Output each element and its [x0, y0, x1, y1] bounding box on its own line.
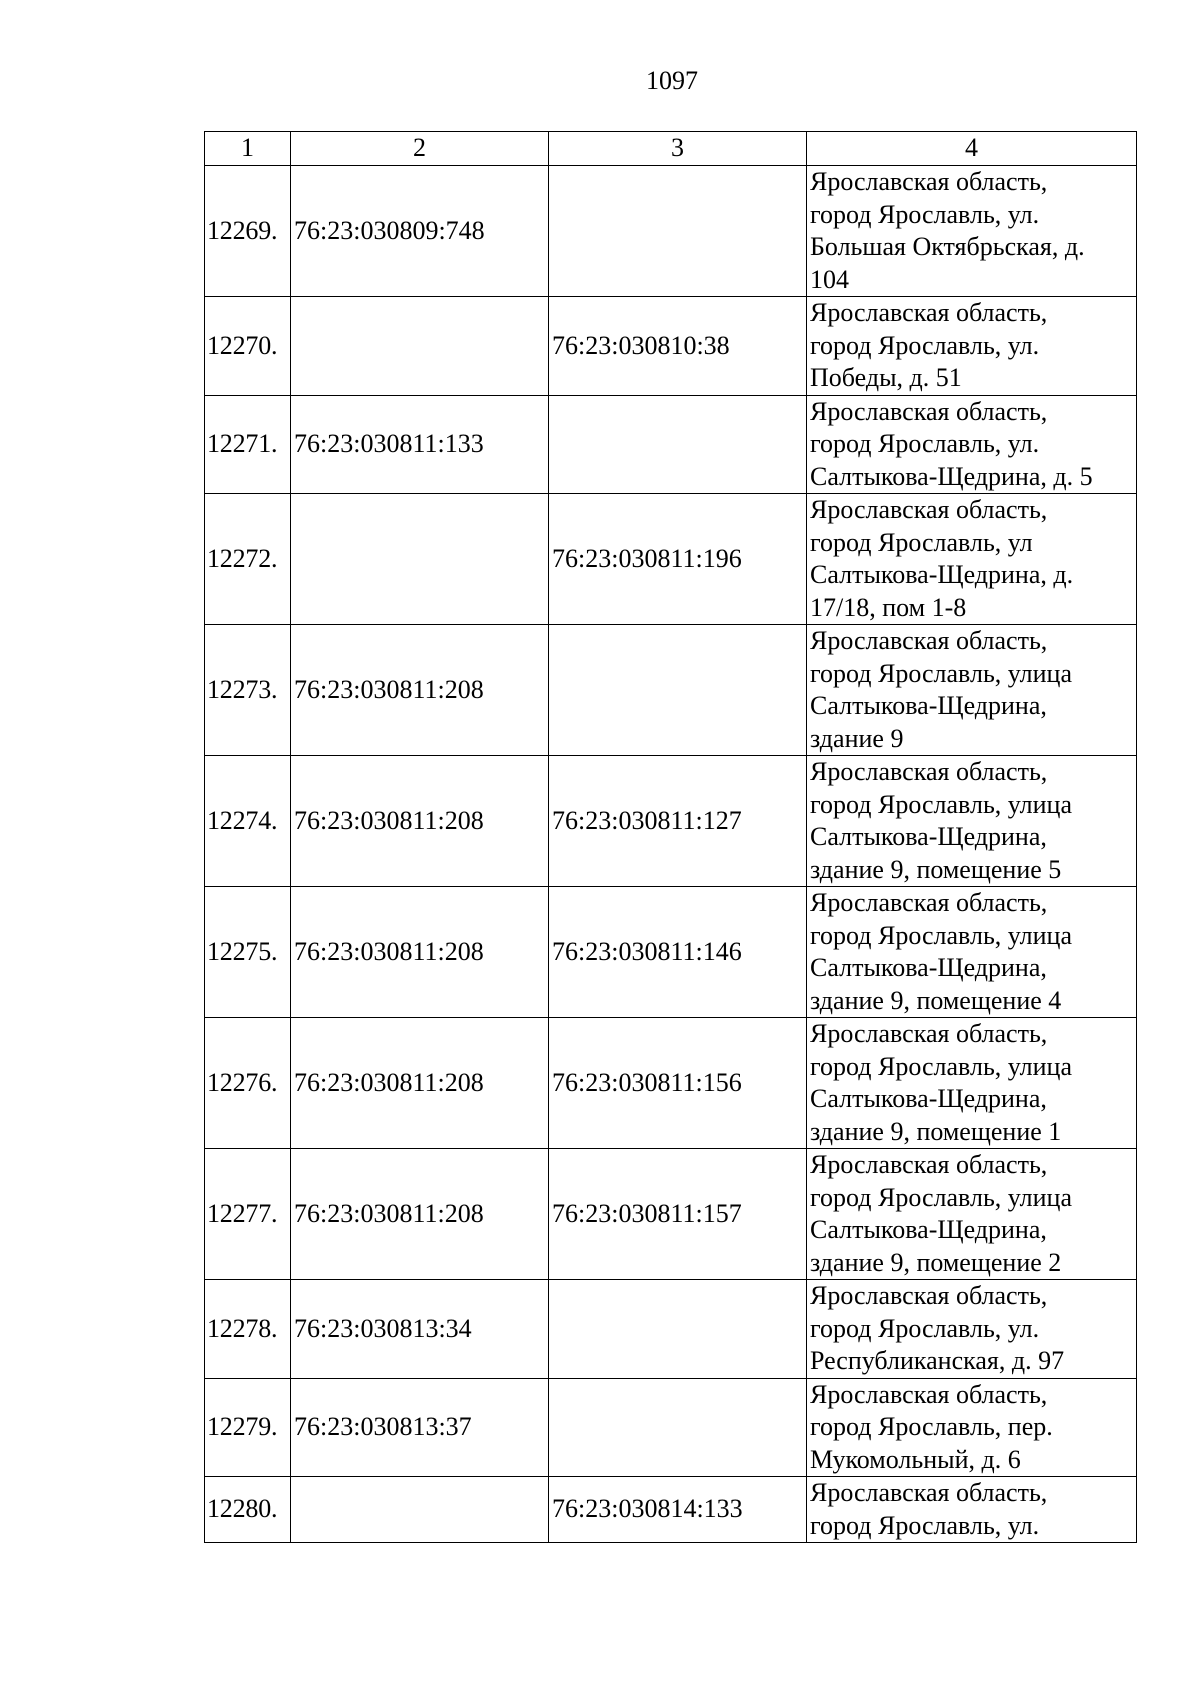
address-line: город Ярославль, улица	[810, 1051, 1073, 1081]
address-line: Салтыкова-Щедрина, д.	[810, 560, 1074, 589]
table-body	[205, 166, 1137, 1543]
address-cell	[807, 1477, 1137, 1543]
cadastral-number-cell	[291, 297, 549, 396]
cadastral-number-cell: 76:23:030811:208	[291, 887, 549, 1018]
address-line: город Ярославль, ул.	[810, 429, 1040, 458]
premises-cadastral-number-cell	[549, 166, 807, 297]
row-number-cell: 12274.	[205, 756, 291, 887]
address-line: здание 9, помещение 1	[810, 1116, 1062, 1146]
address-line: Ярославская область,	[810, 298, 1048, 327]
address-cell	[807, 297, 1137, 396]
cadastral-number-cell: 76:23:030811:133	[291, 395, 549, 494]
address-cell	[807, 1149, 1137, 1280]
address-line: Республиканская, д. 97	[810, 1346, 1065, 1375]
address-line: Ярославская область,	[810, 396, 1048, 426]
table-row	[205, 494, 1137, 625]
cadastral-number-cell: 76:23:030811:208	[291, 756, 549, 887]
premises-cadastral-number-cell	[549, 625, 807, 756]
address-line: город Ярославль, улица	[810, 1182, 1073, 1212]
address-line: здание 9, помещение 5	[810, 854, 1062, 884]
address-line: Мукомольный, д. 6	[810, 1444, 1021, 1474]
address-cell	[807, 1280, 1137, 1379]
premises-cadastral-number-cell: 76:23:030811:146	[549, 887, 807, 1018]
cadastral-number-cell: 76:23:030809:748	[291, 166, 549, 297]
cadastral-number-cell	[291, 1477, 549, 1543]
premises-cadastral-number-cell: 76:23:030811:157	[549, 1149, 807, 1280]
address-line: Ярославская область,	[810, 757, 1048, 786]
premises-cadastral-number-cell: 76:23:030811:156	[549, 1018, 807, 1149]
address-line: Ярославская область,	[810, 1281, 1048, 1310]
cadastral-number-cell: 76:23:030813:34	[291, 1280, 549, 1379]
address-line: 104	[810, 264, 849, 294]
table-row	[205, 625, 1137, 756]
premises-cadastral-number-cell	[549, 1280, 807, 1379]
address-line: город Ярославль, ул.	[810, 1313, 1040, 1343]
address-cell	[807, 494, 1137, 625]
address-line: Ярославская область,	[810, 1150, 1048, 1179]
table-row	[205, 1149, 1137, 1280]
address-cell	[807, 887, 1137, 1018]
table-row	[205, 756, 1137, 887]
cadastral-number-cell: 76:23:030811:208	[291, 625, 549, 756]
premises-cadastral-number-cell	[549, 1378, 807, 1477]
address-line: Ярославская область,	[810, 1019, 1048, 1048]
address-line: здание 9	[810, 723, 904, 753]
premises-cadastral-number-cell: 76:23:030811:127	[549, 756, 807, 887]
address-line: Ярославская область,	[810, 495, 1048, 524]
address-line: Ярославская область,	[810, 626, 1048, 655]
premises-cadastral-number-cell: 76:23:030810:38	[549, 297, 807, 396]
cadastral-number-cell: 76:23:030813:37	[291, 1378, 549, 1477]
address-line: город Ярославль, улица	[810, 658, 1073, 688]
table-row	[205, 1378, 1137, 1477]
column-header-2: 2	[291, 132, 549, 166]
row-number-cell: 12270.	[205, 297, 291, 396]
address-line: Салтыкова-Щедрина, д. 5	[810, 461, 1093, 491]
address-line: город Ярославль, пер.	[810, 1412, 1053, 1441]
premises-cadastral-number-cell	[549, 395, 807, 494]
table-row	[205, 297, 1137, 396]
address-line: Ярославская область,	[810, 1478, 1048, 1507]
address-cell	[807, 1378, 1137, 1477]
address-line: Победы, д. 51	[810, 363, 962, 392]
address-cell	[807, 625, 1137, 756]
address-line: город Ярославль, ул.	[810, 1510, 1040, 1540]
address-line: Ярославская область,	[810, 1379, 1048, 1409]
address-line: Большая Октябрьская, д.	[810, 232, 1085, 261]
row-number-cell: 12269.	[205, 166, 291, 297]
address-line: Салтыкова-Щедрина,	[810, 953, 1047, 982]
table-row	[205, 1477, 1137, 1543]
table-row	[205, 395, 1137, 494]
address-line: город Ярославль, ул.	[810, 330, 1040, 360]
address-cell	[807, 166, 1137, 297]
cadastral-number-cell: 76:23:030811:208	[291, 1018, 549, 1149]
address-line: город Ярославль, улица	[810, 920, 1073, 950]
address-line: здание 9, помещение 4	[810, 985, 1062, 1015]
column-header-4: 4	[807, 132, 1137, 166]
address-line: Салтыкова-Щедрина,	[810, 691, 1047, 720]
row-number-cell: 12273.	[205, 625, 291, 756]
row-number-cell: 12272.	[205, 494, 291, 625]
cadastral-number-cell	[291, 494, 549, 625]
address-line: Ярославская область,	[810, 167, 1048, 196]
address-cell	[807, 1018, 1137, 1149]
address-line: 17/18, пом 1-8	[810, 592, 967, 622]
row-number-cell: 12278.	[205, 1280, 291, 1379]
premises-cadastral-number-cell: 76:23:030814:133	[549, 1477, 807, 1543]
column-header-3: 3	[549, 132, 807, 166]
registry-table	[204, 131, 1137, 1543]
address-line: город Ярославль, улица	[810, 789, 1073, 819]
row-number-cell: 12275.	[205, 887, 291, 1018]
address-line: Ярославская область,	[810, 888, 1048, 917]
row-number-cell: 12280.	[205, 1477, 291, 1543]
premises-cadastral-number-cell: 76:23:030811:196	[549, 494, 807, 625]
table-row	[205, 166, 1137, 297]
address-cell	[807, 756, 1137, 887]
address-line: Салтыкова-Щедрина,	[810, 822, 1047, 851]
address-cell	[807, 395, 1137, 494]
row-number-cell: 12277.	[205, 1149, 291, 1280]
table-header-row	[205, 132, 1137, 166]
address-line: Салтыкова-Щедрина,	[810, 1084, 1047, 1113]
address-line: Салтыкова-Щедрина,	[810, 1215, 1047, 1244]
address-line: город Ярославль, ул	[810, 527, 1033, 557]
table-row	[205, 887, 1137, 1018]
column-header-1: 1	[205, 132, 291, 166]
address-line: город Ярославль, ул.	[810, 199, 1040, 229]
row-number-cell: 12276.	[205, 1018, 291, 1149]
page-number: 1097	[646, 66, 698, 95]
cadastral-number-cell: 76:23:030811:208	[291, 1149, 549, 1280]
row-number-cell: 12279.	[205, 1378, 291, 1477]
table-row	[205, 1018, 1137, 1149]
table-row	[205, 1280, 1137, 1379]
address-line: здание 9, помещение 2	[810, 1247, 1062, 1277]
row-number-cell: 12271.	[205, 395, 291, 494]
